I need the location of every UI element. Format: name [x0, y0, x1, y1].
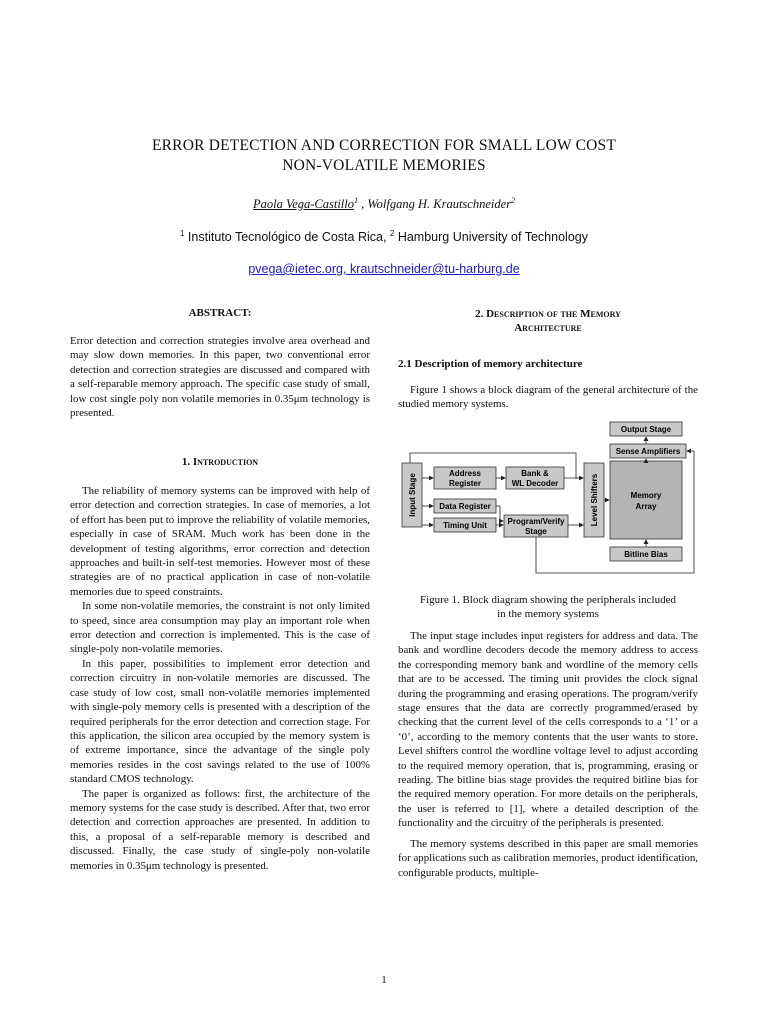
bank-decoder-label-1: Bank &: [521, 469, 549, 478]
bank-decoder-block: [506, 467, 564, 489]
memory-array-label-1: Memory: [630, 491, 662, 500]
author-1-affiliation: 1: [354, 195, 359, 205]
section-2-title-line-1: 2. Description of the Memory: [475, 308, 621, 320]
address-register-block: [434, 467, 496, 489]
program-verify-block: [504, 515, 568, 537]
bitline-bias-block: [610, 547, 682, 561]
level-shifters-block: [584, 463, 604, 537]
author-1: Paola Vega-Castillo: [252, 197, 355, 211]
output-stage-block: [610, 422, 682, 436]
output-stage-label: Output Stage: [620, 425, 672, 434]
bank-decoder-label-2: WL Decoder: [511, 479, 559, 488]
level-shifters-label: Level Shifters: [590, 473, 599, 527]
subsection-2-1-heading: [398, 357, 698, 371]
data-register-label: Data Register: [439, 502, 491, 511]
email-links[interactable]: pvega@ietec.org, krautschneider@tu-harburg.de: [248, 262, 520, 276]
affil-2-marker: 2: [389, 228, 395, 238]
memory-array-label-2: Array: [635, 502, 657, 511]
affil-2: Hamburg University of Technology: [394, 230, 588, 244]
data-register-block: [434, 499, 496, 513]
input-stage-label: Input Stage: [408, 473, 417, 517]
affiliations: [80, 230, 688, 244]
section-1-body: [70, 484, 370, 873]
subsection-title: 2.1 Description of memory architecture: [398, 358, 583, 370]
intro-paragraph-2: In some non-volatile memories, the constraint is not only limited to speed, since area consumption may play an important role when error detection and correction is implemented. This is the case of single-poly non-volatile memories.: [70, 600, 370, 656]
timing-unit-label: Timing Unit: [443, 521, 487, 530]
affil-1: Instituto Tecnológico de Costa Rica,: [184, 230, 390, 244]
section-1-heading: [70, 455, 370, 469]
emails: [80, 262, 688, 276]
figure-intro: [398, 383, 698, 412]
block-diagram-figure: [398, 417, 702, 581]
memory-systems-paragraph: The memory systems described in this paper are small memories for applications such as calibration memories, product identification, configurable products, multiple-: [398, 837, 698, 879]
author-2-affiliation: 2: [511, 195, 516, 205]
introduction-title: 1. Introduction: [181, 456, 259, 468]
sense-amplifiers-label: Sense Amplifiers: [615, 447, 681, 456]
abstract-title: ABSTRACT:: [188, 307, 252, 319]
section-2-body: [398, 629, 698, 880]
author-separator: ,: [358, 197, 368, 211]
section-2-heading: [398, 307, 698, 336]
caption-line-1: Figure 1. Block diagram showing the peripherals included: [420, 594, 676, 606]
abstract-body: [70, 334, 370, 420]
intro-paragraph-1: The reliability of memory systems can be improved with help of error detection and correction strategies. In case of memories, a lot of effort has been put to improve the reliability of volatile memories, especially in case of SRAM. Much work has been done in the development of testing algorithms, error correction and detection approaches and built-in self-test memories. However most of these strategies are of no practical application in case of non-volatile memories due to speed constraints.: [70, 485, 370, 598]
abstract-heading: [70, 306, 370, 320]
title-line-1: ERROR DETECTION AND CORRECTION FOR SMALL LOW COST: [151, 137, 617, 154]
address-register-label-2: Register: [448, 479, 482, 488]
memory-array-block: [610, 461, 682, 539]
program-verify-label-1: Program/Verify: [507, 517, 565, 526]
page-number: 1: [381, 974, 387, 986]
caption-line-2: in the memory systems: [497, 608, 599, 620]
paper-title: [80, 136, 688, 176]
program-verify-label-2: Stage: [525, 527, 547, 536]
affil-1-marker: 1: [180, 228, 185, 238]
section-2-title-line-2: Architecture: [514, 322, 582, 335]
intro-paragraph-3: In this paper, possibilities to implement error detection and correction circuitry in non-volatile memories are discussed. The case study of low cost, small non-volatile memories implemented with single-poly memory cells is presented with a description of the required peripherals for the error detection and correction stage. For this application, the silicon area occupied by the memory system is of extreme importance, since the advantage of the single poly memories resides in the cost savings related to the use of 100% standard CMOS technology.: [70, 657, 370, 786]
title-line-2: NON-VOLATILE MEMORIES: [282, 157, 486, 174]
address-register-label-1: Address: [448, 469, 482, 478]
author-line: [80, 197, 688, 212]
abstract-text: Error detection and correction strategies involve area overhead and may slow down memories. In this paper, two conventional error detection and correction strategies are discussed and compared with a self-reparable memory approach. The specific case study of small, low cost single poly non volatile memories in 0.35μm technology is presented.: [70, 335, 370, 420]
timing-unit-block: [434, 518, 496, 532]
input-stage-paragraph: The input stage includes input registers for address and data. The bank and wordline decoders decode the memory address to access the corresponding memory bank and wordline of the memory cells that are to be accessed. The timing unit provides the clock signal during the programming and erasing operations. The program/verify stage ensures that the data are correctly programmed/erased by checking that the current level of the cells corresponds to a ‘1’ or a ‘0’, according to the memory contents that the user wants to store. Level shifters control the wordline voltage level to adjust according to the required memory operation, that is, programming, erasing or reading. The bitline bias stage provides the required bitline bias for the required memory operation. For more details on the peripherals, the user is referred to [1], where a detailed description of the functionality and the circuitry of the peripherals is presented.: [398, 630, 698, 830]
input-stage-block: [402, 463, 422, 527]
figure-1-caption: [398, 593, 698, 621]
sense-amplifiers-block: [610, 444, 686, 458]
bitline-bias-label: Bitline Bias: [624, 550, 668, 559]
author-2: Wolfgang H. Krautschneider: [367, 197, 512, 211]
intro-paragraph-4: The paper is organized as follows: first, the architecture of the memory systems for the case study is described. After that, two error detection and correction approaches are presented. In addition to this, a proposal of a self-reparable memory is described and discussed. Finally, the case study of single-poly non-volatile memories in 0.35μm technology is presented.: [70, 787, 370, 872]
figure-intro-text: Figure 1 shows a block diagram of the general architecture of the studied memory systems.: [398, 384, 698, 411]
